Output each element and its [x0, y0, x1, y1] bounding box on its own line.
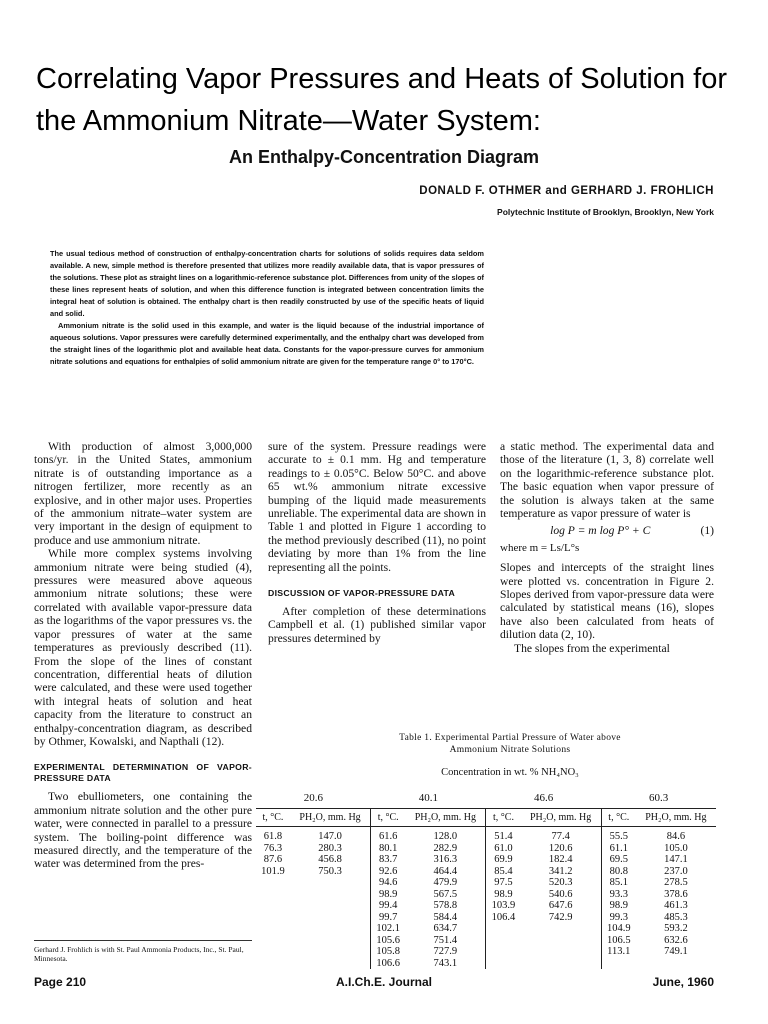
table-cell-temperature — [256, 889, 290, 901]
table-cell-temperature: 85.1 — [609, 877, 628, 888]
col1-paragraph-3: Two ebulliometers, one containing the ammonium nitrate solution and the other pure water, were connected in parallel to a pressure system. The boiling-point difference was measured directly, and the temperature of the water was determined from the pres- — [34, 790, 252, 871]
col1-paragraph-1: With production of almost 3,000,000 tons/yr. in the United States, ammonium nitrate is of outstanding importance as a nitrogen fertilizer, more recently as an explosive, and in other major uses. Properties of the ammonium nitrate–water system are very important in the design of equipment to produce and use ammonium nitrate. — [34, 440, 252, 547]
table-cell-pressure: 647.6 — [521, 900, 602, 912]
table-concentration-label: Concentration in wt. % NH₄NO₃ — [441, 767, 579, 778]
table-col-header-t: t, °C. — [601, 808, 636, 827]
table-cell-pressure: 520.3 — [521, 877, 602, 889]
table-cell-pressure — [521, 958, 602, 970]
affiliation: Polytechnic Institute of Brooklyn, Brooklyn, New York — [497, 207, 714, 217]
col3-paragraph-2: Slopes and intercepts of the straight lines were plotted vs. concentration in Figure 2. Slopes derived from vapor-pressure data were calculated by statistical means (16), slopes have also been calculated from heats of dilution data (2, 10). — [500, 561, 714, 642]
table-conc-header: 20.6 — [303, 792, 323, 804]
table-cell-pressure — [290, 946, 371, 958]
table-cell-temperature — [256, 923, 290, 935]
table-cell-temperature: 92.6 — [379, 865, 398, 877]
table-row — [256, 877, 716, 889]
table-col-header-t: t, °C. — [371, 808, 406, 827]
page-number: Page 210 — [34, 975, 87, 989]
table-cell-pressure — [521, 935, 602, 947]
table-conc-header: 60.3 — [649, 792, 669, 804]
table-row — [256, 827, 716, 843]
table-row — [256, 923, 716, 935]
table-cell-temperature: 98.9 — [609, 900, 628, 911]
table-cell-temperature: 61.0 — [494, 842, 513, 854]
col3-paragraph-3: The slopes from the experimental — [514, 641, 670, 655]
body-column-2 — [268, 440, 486, 645]
table-cell-temperature — [256, 900, 290, 912]
table-col-header-t: t, °C. — [256, 808, 290, 827]
table-cell-pressure: 105.0 — [664, 842, 688, 854]
table-cell-pressure — [521, 946, 602, 958]
table-cell-temperature: 61.6 — [379, 831, 398, 842]
table-row — [256, 889, 716, 901]
table-cell-pressure: 540.6 — [521, 889, 602, 901]
table-cell-temperature: 106.5 — [606, 934, 631, 946]
table-cell-pressure: 182.4 — [521, 854, 602, 866]
table-cell-temperature: 98.9 — [379, 888, 398, 900]
section-heading-experimental: EXPERIMENTAL DETERMINATION OF VAPOR-PRESSURE DATA — [34, 762, 252, 784]
table-col-header-p: PH₂O, mm. Hg — [636, 808, 716, 827]
col3-paragraph-1: a static method. The experimental data and those of the literature (1, 3, 8) correlate well on the logarithmic-reference substance plot. The basic equation when vapor pressure of the solution is always taken at the same temperature as vapor pressure of water is — [500, 440, 714, 521]
issue-date: June, 1960 — [652, 975, 714, 989]
table-cell-pressure: 316.3 — [405, 854, 486, 866]
table-cell-temperature: 97.5 — [494, 877, 513, 888]
equation-1 — [500, 524, 714, 537]
table-cell-pressure: 378.6 — [664, 888, 688, 900]
table-row — [256, 866, 716, 878]
table-row — [256, 854, 716, 866]
table-cell-temperature: 51.4 — [494, 831, 513, 842]
table-cell-pressure: 584.4 — [405, 912, 486, 924]
table-cell-temperature — [256, 912, 290, 924]
table-cell-pressure: 750.3 — [290, 866, 371, 878]
table-cell-temperature: 99.3 — [609, 911, 628, 923]
table-cell-pressure: 743.1 — [405, 958, 486, 970]
body-column-1 — [34, 440, 252, 871]
vapor-pressure-table — [256, 793, 716, 969]
table-cell-pressure: 464.4 — [405, 866, 486, 878]
abstract — [50, 248, 484, 368]
table-cell-pressure: 578.8 — [405, 900, 486, 912]
table-cell-temperature: 80.8 — [609, 865, 628, 877]
table-cell-temperature: 102.1 — [376, 923, 400, 934]
table-cell-temperature — [486, 923, 521, 935]
table-row — [256, 935, 716, 947]
table-cell-temperature: 55.5 — [609, 831, 628, 842]
table-cell-temperature: 76.3 — [263, 842, 283, 854]
table-cell-temperature: 105.6 — [376, 934, 400, 946]
table-cell-temperature: 94.6 — [379, 877, 398, 888]
table-conc-header: 40.1 — [418, 792, 438, 804]
table-col-header-p: PH₂O, mm. Hg — [521, 808, 602, 827]
table-cell-temperature: 83.7 — [379, 854, 398, 865]
table-cell-temperature: 80.1 — [379, 842, 398, 854]
table-cell-temperature: 93.3 — [609, 888, 628, 900]
table-cell-temperature: 61.1 — [609, 842, 628, 854]
paper-subtitle: An Enthalpy-Concentration Diagram — [228, 147, 540, 167]
abstract-paragraph-2: Ammonium nitrate is the solid used in this example, and water is the liquid because of the industrial importance of aqueous solutions. Vapor pressures were carefully determined experimentally, and the enthalpy chart was developed from the straight lines of the logarithmic plot and available heat data. Constants for the vapor-pressure curves for ammonium nitrate solutions and equations for enthalpies of solid ammonium nitrate are given for the temperature range 0° to 170°C. — [50, 321, 484, 366]
table-cell-pressure: 84.6 — [666, 831, 686, 842]
paper-title: Correlating Vapor Pressures and Heats of Solution for the Ammonium Nitrate—Water System: — [36, 63, 727, 137]
body-column-3 — [500, 440, 714, 655]
table-cell-pressure: 567.5 — [405, 889, 486, 901]
table-cell-temperature: 87.6 — [263, 854, 283, 865]
table-cell-pressure: 727.9 — [405, 946, 486, 958]
table-row — [256, 912, 716, 924]
table-cell-pressure — [290, 935, 371, 947]
table-cell-pressure — [290, 900, 371, 912]
table-cell-temperature: 104.9 — [606, 923, 631, 934]
table-cell-temperature — [256, 946, 290, 958]
equation-text: log P = m log P° + C — [550, 524, 651, 538]
table-cell-temperature: 99.7 — [379, 911, 398, 923]
table-cell-temperature — [486, 935, 521, 947]
table-conc-header: 46.6 — [533, 792, 554, 804]
table-cell-temperature: 98.9 — [494, 888, 513, 900]
table-cell-temperature — [256, 935, 290, 947]
table-cell-pressure: 485.3 — [664, 911, 688, 923]
equation-where: where m = Ls/L°s — [500, 541, 580, 554]
table-cell-temperature: 101.9 — [261, 865, 285, 877]
table-cell-pressure: 280.3 — [290, 843, 371, 855]
table-cell-pressure: 742.9 — [521, 912, 602, 924]
table-cell-temperature — [486, 946, 521, 958]
table-cell-pressure: 120.6 — [521, 843, 602, 855]
table-cell-pressure — [521, 923, 602, 935]
table-cell-temperature: 113.1 — [607, 946, 631, 957]
equation-number: (1) — [700, 524, 714, 538]
table-cell-pressure: 77.4 — [521, 827, 602, 843]
table-cell-temperature — [601, 958, 636, 970]
table-cell-pressure — [636, 958, 716, 970]
table-cell-temperature — [256, 877, 290, 889]
table-cell-temperature: 61.8 — [263, 831, 283, 842]
table-caption-line-2: Ammonium Nitrate Solutions — [449, 745, 571, 755]
table-col-header-p: PH₂O, mm. Hg — [405, 808, 486, 827]
table-cell-pressure: 237.0 — [664, 865, 688, 877]
table-cell-temperature: 106.4 — [491, 911, 516, 923]
table-cell-temperature: 69.9 — [494, 854, 513, 865]
table-cell-temperature: 106.6 — [376, 957, 400, 969]
table-cell-pressure — [290, 877, 371, 889]
table-cell-temperature — [486, 958, 521, 970]
table-cell-pressure: 593.2 — [664, 923, 688, 934]
table-cell-temperature: 99.4 — [379, 900, 398, 911]
section-heading-discussion: DISCUSSION OF VAPOR-PRESSURE DATA — [268, 588, 456, 599]
table-col-header-p: PH₂O, mm. Hg — [290, 808, 371, 827]
table-cell-pressure: 749.1 — [664, 946, 688, 957]
table-cell-pressure: 456.8 — [290, 854, 371, 866]
table-cell-pressure: 751.4 — [405, 935, 486, 947]
table-cell-pressure: 341.2 — [521, 866, 602, 878]
table-cell-temperature — [256, 958, 290, 970]
table-cell-pressure: 147.0 — [290, 827, 371, 843]
table-row — [256, 843, 716, 855]
table-cell-pressure: 461.3 — [664, 900, 688, 911]
table-cell-pressure: 278.5 — [664, 877, 688, 888]
table-cell-pressure: 479.9 — [405, 877, 486, 889]
table-row — [256, 958, 716, 970]
authors: DONALD F. OTHMER and GERHARD J. FROHLICH — [419, 185, 714, 197]
abstract-paragraph-1: The usual tedious method of construction of enthalpy-concentration charts for solutions of solids requires data seldom available. A new, simple method is therefore presented that utilizes more readily available data, that is vapor pressures of the solutions. These plot as straight lines on a logarithmic-reference substance plot. Differences from unity of the slopes of these lines represent heats of solution, and when this difference function is integrated between concentration limits the integral heat of solution is obtained. The enthalpy chart is then readily constructed by use of the specific heats of liquid and solid. — [50, 249, 484, 318]
journal-name: A.I.Ch.E. Journal — [335, 975, 432, 989]
table-cell-pressure: 632.6 — [664, 934, 688, 946]
table-cell-pressure: 634.7 — [405, 923, 486, 935]
table-cell-pressure — [290, 889, 371, 901]
table-cell-pressure — [290, 912, 371, 924]
table-caption — [330, 732, 690, 756]
table-cell-pressure — [290, 923, 371, 935]
table-cell-temperature: 103.9 — [491, 900, 516, 911]
footnote: Gerhard J. Frohlich is with St. Paul Ammonia Products, Inc., St. Paul, Minnesota. — [34, 940, 252, 963]
table-cell-temperature: 85.4 — [494, 865, 513, 877]
table-cell-temperature: 69.5 — [609, 854, 628, 865]
table-cell-pressure: 147.1 — [664, 854, 688, 865]
table-caption-line-1: Table 1. Experimental Partial Pressure of Water above — [399, 733, 621, 743]
table-row — [256, 900, 716, 912]
table-cell-pressure — [290, 958, 371, 970]
col1-paragraph-2: While more complex systems involving ammonium nitrate were being studied (4), pressures were measured above aqueous ammonium nitrate solutions; these were correlated with available vapor-pressure data as the logarithms of the vapor pressures vs. the vapor pressures of water at the same temperatures as previously described (11). From the slope of the lines of constant concentration, differential heats of dilution were calculated, and these were used together with integral heats of solution and heat capacity from the literature to construct an enthalpy-concentration diagram, as described by Othmer, Kowalski, and Napthali (12). — [34, 547, 252, 748]
table-cell-pressure: 128.0 — [405, 827, 486, 843]
table-col-header-t: t, °C. — [486, 808, 521, 827]
table-cell-temperature: 105.8 — [376, 946, 400, 957]
table-cell-pressure: 282.9 — [405, 843, 486, 855]
col2-paragraph-1: sure of the system. Pressure readings were accurate to ± 0.1 mm. Hg and temperature readings to ± 0.05°C. Below 50°C. and above 65 wt.% ammonium nitrate excessive bumping of the liquid made measurements unreliable. The experimental data are shown in Table 1 and plotted in Figure 1 according to the method previously described (11), no point deviating by more than 1% from the line representing all the points. — [268, 440, 486, 574]
col2-paragraph-2: After completion of these determinations Campbell et al. (1) published similar vapor pressures determined by — [268, 605, 486, 645]
table-row — [256, 946, 716, 958]
